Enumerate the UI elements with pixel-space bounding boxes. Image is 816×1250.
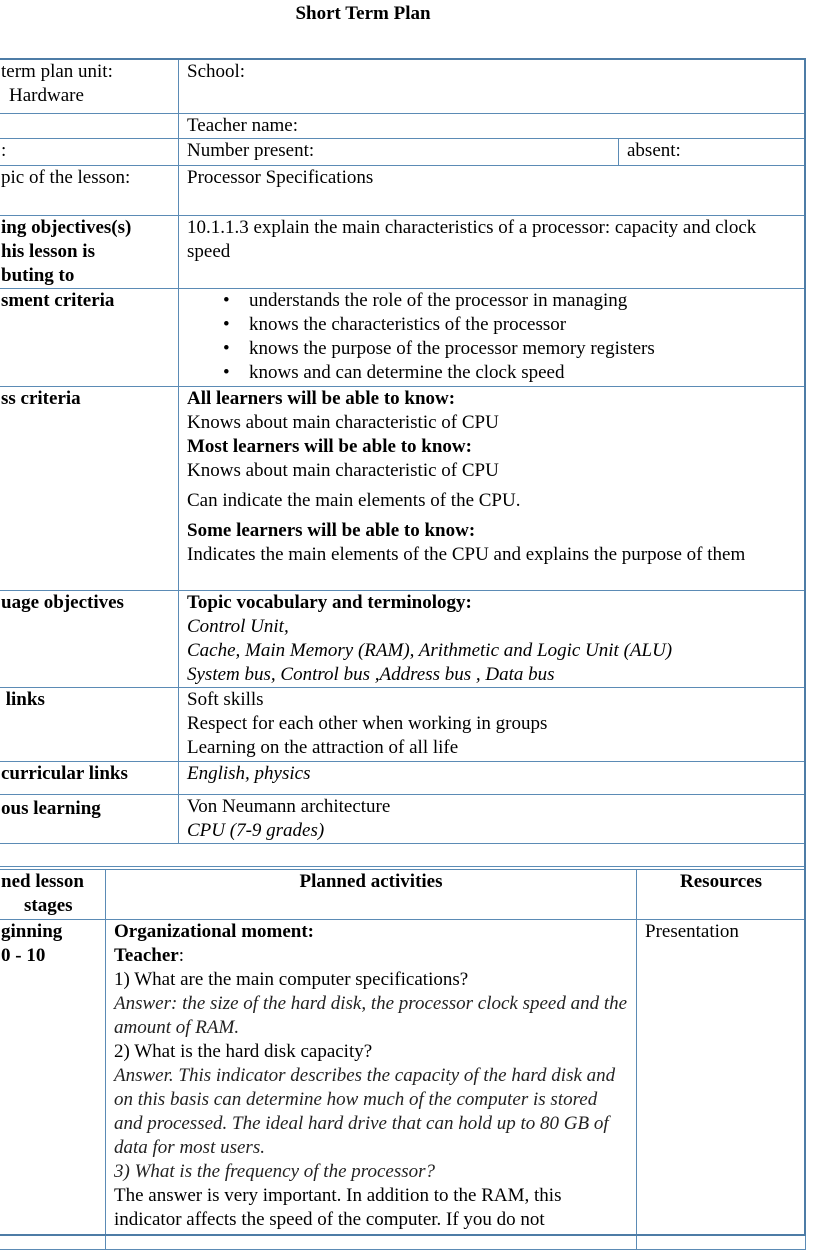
all-learners-text: Knows about main characteristic of CPU <box>187 412 499 433</box>
language-label: uage objectives <box>1 592 124 613</box>
assessment-label: sment criteria <box>1 290 115 311</box>
previous-learning-line1: Von Neumann architecture <box>187 796 391 817</box>
resource-cell: Presentation <box>637 920 806 1250</box>
assessment-item: • knows the characteristics of the processor <box>249 313 797 337</box>
assessment-item: • knows and can determine the clock speed <box>249 361 797 385</box>
topic-value: Processor Specifications <box>179 166 806 216</box>
lesson-plan-table <box>0 869 806 1250</box>
stages-header: ned lesson stages <box>0 870 106 920</box>
values-row <box>0 688 806 762</box>
some-learners-text: Indicates the main elements of the CPU and explains the purpose of them <box>187 544 746 565</box>
values-label: links <box>1 689 45 710</box>
school-label: School: <box>187 61 246 82</box>
topic-row <box>0 166 806 216</box>
values-line: Respect for each other when working in groups <box>187 713 548 734</box>
all-learners-heading: All learners will be able to know: <box>187 388 456 409</box>
previous-learning-line2: CPU (7-9 grades) <box>187 820 325 841</box>
teacher-label: Teacher name: <box>187 115 299 136</box>
unit-row <box>0 60 806 114</box>
topic-label: pic of the lesson: <box>1 167 131 188</box>
teacher-line: Teacher: <box>114 945 185 966</box>
objectives-row <box>0 216 806 289</box>
spacer-row <box>0 844 806 867</box>
success-cell <box>179 387 806 591</box>
assessment-item: • understands the role of the processor in managing <box>249 289 797 313</box>
vocabulary-heading: Topic vocabulary and terminology: <box>187 592 472 613</box>
success-label: ss criteria <box>1 388 81 409</box>
number-present-cell <box>179 139 619 166</box>
attendance-row <box>0 139 806 166</box>
assessment-item: • knows the purpose of the processor memory registers <box>249 337 797 361</box>
absent-cell <box>619 139 806 166</box>
language-cell <box>179 591 806 688</box>
absent-label: absent: <box>627 140 681 161</box>
unit-label: term plan unit: <box>1 61 113 82</box>
number-present-label: Number present: <box>187 140 315 161</box>
document-title: Short Term Plan <box>295 3 431 24</box>
cross-curricular-value: English, physics <box>179 762 806 795</box>
cross-curricular-row <box>0 762 806 795</box>
most-learners-text-2: Can indicate the main elements of the CPU. <box>187 490 521 511</box>
some-learners-heading: Some learners will be able to know: <box>187 520 476 541</box>
vocabulary-line: Cache, Main Memory (RAM), Arithmetic and Logic Unit (ALU) <box>187 640 673 661</box>
plan-row-beginning <box>0 920 806 1250</box>
plan-header-row <box>0 870 806 920</box>
teacher-cell <box>179 114 806 139</box>
assessment-list <box>187 289 797 385</box>
objectives-value: 10.1.1.3 explain the main characteristics of a processor: capacity and clock speed <box>179 216 806 289</box>
resources-header: Resources <box>637 870 806 920</box>
success-row <box>0 387 806 591</box>
assessment-row <box>0 289 806 387</box>
previous-learning-row <box>0 795 806 844</box>
objectives-label: ing objectives(s) his lesson is buting to <box>0 216 179 289</box>
assessment-list-cell <box>179 289 806 387</box>
most-learners-heading: Most learners will be able to know: <box>187 436 472 457</box>
question-1: 1) What are the main computer specifications? <box>114 969 469 990</box>
cross-curricular-label: curricular links <box>1 763 128 784</box>
question-3: 3) What is the frequency of the processor? <box>114 1161 435 1182</box>
vocabulary-line: Control Unit, <box>187 616 289 637</box>
activities-header: Planned activities <box>106 870 637 920</box>
language-row <box>0 591 806 688</box>
activity-cell <box>106 920 637 1250</box>
previous-learning-cell <box>179 795 806 844</box>
previous-learning-label: ous learning <box>1 798 101 819</box>
stage-cell: ginning 0 - 10 <box>0 920 106 1250</box>
organizational-moment-heading: Organizational moment: <box>114 921 315 942</box>
values-line: Soft skills <box>187 689 264 710</box>
teacher-row <box>0 114 806 139</box>
values-line: Learning on the attraction of all life <box>187 737 459 758</box>
vocabulary-line: System bus, Control bus ,Address bus , Data bus <box>187 664 555 685</box>
unit-cell <box>0 60 179 114</box>
unit-value: Hardware <box>9 85 84 106</box>
school-cell <box>179 60 806 114</box>
answer-2: Answer. This indicator describes the capacity of the hard disk and on this basis can determine how much of the computer is stored and processed. The ideal hard drive that can hold up to 80 GB of data for most users. <box>114 1065 616 1158</box>
lesson-info-table <box>0 59 806 867</box>
answer-3: The answer is very important. In addition to the RAM, this indicator affects the speed of the computer. If you do not <box>114 1185 562 1230</box>
date-cell: : <box>0 139 179 166</box>
most-learners-text: Knows about main characteristic of CPU <box>187 460 499 481</box>
values-cell <box>179 688 806 762</box>
question-2: 2) What is the hard disk capacity? <box>114 1041 373 1062</box>
answer-1: Answer: the size of the hard disk, the processor clock speed and the amount of RAM. <box>114 993 628 1038</box>
